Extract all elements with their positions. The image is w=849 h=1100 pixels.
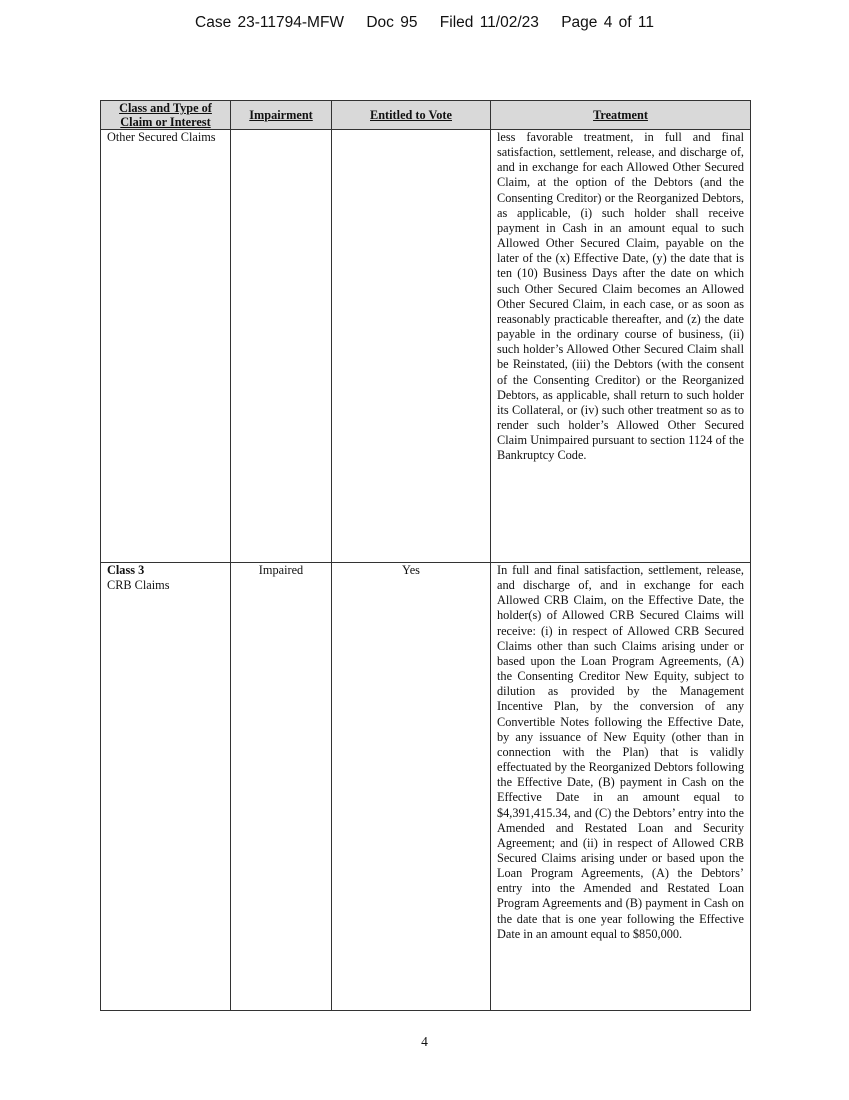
table-row bbox=[101, 563, 751, 1011]
page-of-total: Page 4 of 11 bbox=[561, 14, 654, 31]
vote-cell: Yes bbox=[332, 563, 491, 1011]
header-entitled-to-vote: Entitled to Vote bbox=[332, 101, 491, 130]
header-class-type: Class and Type of Claim or Interest bbox=[101, 101, 231, 130]
class-name: Other Secured Claims bbox=[107, 130, 216, 144]
filed-date: Filed 11/02/23 bbox=[439, 14, 539, 31]
vote-cell bbox=[332, 130, 491, 563]
class-cell bbox=[101, 563, 231, 1011]
table-row bbox=[101, 130, 751, 563]
classification-table bbox=[100, 100, 751, 1011]
page-number: 4 bbox=[421, 1034, 428, 1049]
header-impairment: Impairment bbox=[231, 101, 332, 130]
doc-number: Doc 95 bbox=[366, 14, 418, 31]
table-header-row bbox=[101, 101, 751, 130]
case-number: Case 23-11794-MFW bbox=[195, 14, 345, 31]
class-name: CRB Claims bbox=[107, 578, 170, 593]
treatment-cell: less favorable treatment, in full and final satisfaction, settlement, release, and discharge of, and in exchange for each Allowed Other Secured Claim, at the option of the Debtors (and the Consenting Creditor) or the Reorganized Debtors, as applicable, (i) such holder shall receive payment in Cash in an amount equal to such Allowed Other Secured Claim, payable on the later of the (x) Effective Date, (y) the date that is ten (10) Business Days after the date on which such Other Secured Claim becomes an Allowed Other Secured Claim, in each case, or as soon as reasonably practicable thereafter, and (z) the date payable in the ordinary course of business, (ii) such holder’s Allowed Other Secured Claim shall be Reinstated, (iii) the Debtors (with the consent of the Consenting Creditor) or the Reorganized Debtors, as applicable, shall return to such holder its Collateral, or (iv) such other treatment so as to render such holder’s Allowed Other Secured Claim Unimpaired pursuant to section 1124 of the Bankruptcy Code. bbox=[491, 130, 751, 563]
header-treatment: Treatment bbox=[491, 101, 751, 130]
case-header bbox=[0, 14, 849, 32]
impairment-cell: Impaired bbox=[231, 563, 332, 1011]
class-cell bbox=[101, 130, 231, 563]
treatment-cell: In full and final satisfaction, settlement, release, and discharge of, and in exchange for each Allowed CRB Claim, on the Effective Date, the holder(s) of Allowed CRB Secured Claims will receive: (i) in respect of Allowed CRB Secured Claims other than such Claims arising under or based upon the Loan Program Agreements, (A) the Consenting Creditor New Equity, subject to dilution as provided by the Management Incentive Plan, by the conversion of any Convertible Notes following the Effective Date, by any issuance of New Equity (other than in connection with the Plan) that is validly effectuated by the Reorganized Debtors following the Effective Date, (B) payment in Cash on the Effective Date in an amount equal to $4,391,415.34, and (C) the Debtors’ entry into the Amended and Restated Loan and Security Agreement; and (ii) in respect of Allowed CRB Secured Claims arising under or based upon the Loan Program Agreements, (A) the Debtors’ entry into the Amended and Restated Loan Program Agreements and (B) payment in Cash on the date that is one year following the Effective Date in an amount equal to $850,000. bbox=[491, 563, 751, 1011]
impairment-cell bbox=[231, 130, 332, 563]
class-number: Class 3 bbox=[107, 563, 145, 577]
